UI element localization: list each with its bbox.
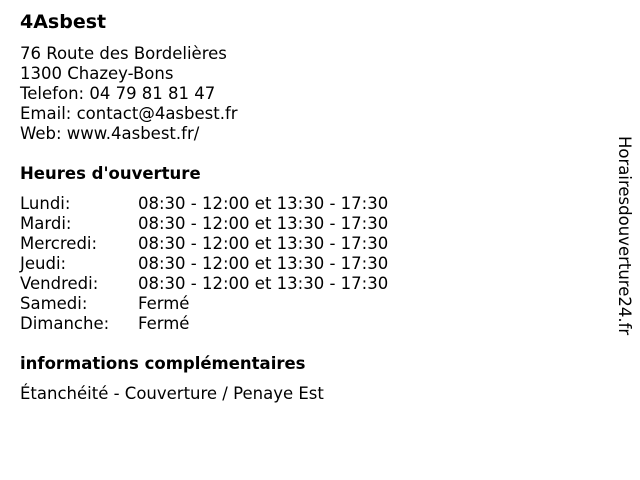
time-range: 08:30 - 12:00 et 13:30 - 17:30 (138, 194, 389, 213)
day-label: Lundi: (20, 194, 71, 213)
day-label: Samedi: (20, 294, 88, 313)
website-address: Web: www.4asbest.fr/ (20, 124, 200, 143)
day-label: Mercredi: (20, 234, 98, 253)
time-range: Fermé (138, 314, 190, 333)
address-street: 76 Route des Bordelières (20, 44, 227, 63)
time-range: 08:30 - 12:00 et 13:30 - 17:30 (138, 234, 389, 253)
additional-info-text: Étanchéité - Couverture / Penaye Est (20, 384, 324, 403)
additional-info-heading: informations complémentaires (20, 354, 306, 373)
business-name: 4Asbest (20, 11, 107, 33)
email-address: Email: contact@4asbest.fr (20, 104, 238, 123)
time-range: 08:30 - 12:00 et 13:30 - 17:30 (138, 274, 389, 293)
phone-number: Telefon: 04 79 81 81 47 (20, 84, 216, 103)
time-range: Fermé (138, 294, 190, 313)
day-label: Dimanche: (20, 314, 110, 333)
day-label: Vendredi: (20, 274, 99, 293)
time-range: 08:30 - 12:00 et 13:30 - 17:30 (138, 214, 389, 233)
day-label: Jeudi: (20, 254, 67, 273)
day-label: Mardi: (20, 214, 72, 233)
time-range: 08:30 - 12:00 et 13:30 - 17:30 (138, 254, 389, 273)
site-watermark: Horairesdouverture24.fr (615, 136, 634, 336)
contact-block (20, 44, 238, 144)
address-city: 1300 Chazey-Bons (20, 64, 174, 83)
opening-hours-heading: Heures d'ouverture (20, 164, 201, 183)
